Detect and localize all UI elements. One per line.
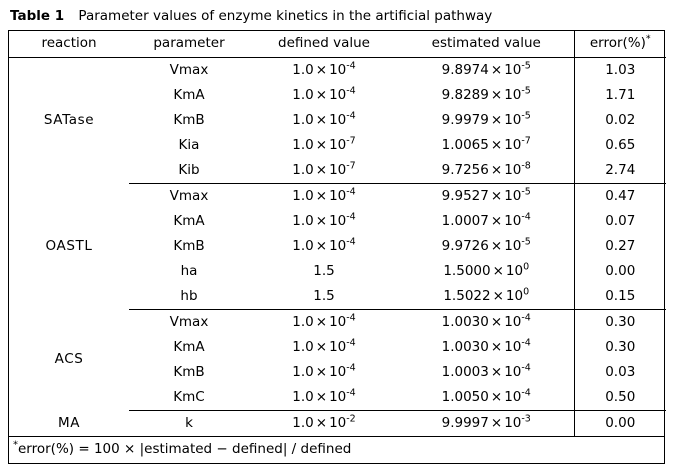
parameter-name: KmC bbox=[129, 385, 249, 411]
defined-value: $1.0 \times 10^{-4}$ bbox=[292, 236, 356, 254]
defined-mantissa: 1.0 bbox=[292, 237, 314, 254]
defined-exponent: -4 bbox=[346, 236, 356, 248]
error-value: 0.00 bbox=[574, 259, 666, 284]
error-value: 0.65 bbox=[574, 133, 666, 158]
estimated-exponent: -5 bbox=[521, 85, 531, 97]
parameter-name: KmB bbox=[173, 111, 205, 128]
parameter-name: Vmax bbox=[169, 61, 209, 78]
defined-exponent: -7 bbox=[346, 160, 356, 172]
reaction-name-satase: SATase bbox=[43, 112, 95, 128]
defined-exponent: -2 bbox=[346, 413, 356, 425]
error-value: 0.15 bbox=[574, 284, 666, 310]
defined-exponent: -4 bbox=[346, 337, 356, 349]
footnote-text: error(%) = 100 × |estimated − defined| / defined bbox=[18, 441, 352, 457]
defined-mantissa: 1.0 bbox=[292, 313, 314, 330]
estimated-value: $1.5000 \times 10^0$ bbox=[443, 261, 530, 279]
parameter-values-table bbox=[9, 31, 666, 436]
estimated-exponent: -4 bbox=[521, 211, 531, 223]
table-body bbox=[9, 58, 666, 437]
error-value: 0.30 bbox=[574, 310, 666, 336]
defined-exponent: -4 bbox=[346, 85, 356, 97]
estimated-exponent: 0 bbox=[523, 261, 530, 273]
defined-mantissa: 1.0 bbox=[292, 187, 314, 204]
defined-mantissa: 1.0 bbox=[292, 338, 314, 355]
defined-mantissa: 1.0 bbox=[292, 388, 314, 405]
times-icon: × bbox=[315, 161, 328, 178]
defined-mantissa: 1.0 bbox=[292, 61, 314, 78]
defined-exponent: -4 bbox=[346, 211, 356, 223]
times-icon: × bbox=[315, 414, 328, 431]
times-icon: × bbox=[315, 61, 328, 78]
estimated-mantissa: 1.0030 bbox=[441, 313, 489, 330]
estimated-value: $9.7256 \times 10^{-8}$ bbox=[399, 158, 574, 184]
times-icon: × bbox=[315, 111, 328, 128]
table-head bbox=[9, 31, 666, 58]
defined-exponent: -4 bbox=[346, 387, 356, 399]
defined-value: $1.0 \times 10^{-4}$ bbox=[292, 211, 356, 229]
times-icon: × bbox=[315, 86, 328, 103]
column-header-error-label: error(%) bbox=[589, 35, 646, 52]
column-header-reaction: reaction bbox=[9, 31, 129, 58]
estimated-exponent: -8 bbox=[521, 160, 531, 172]
times-icon: × bbox=[490, 313, 503, 330]
defined-mantissa: 1.0 bbox=[292, 212, 314, 229]
times-icon: × bbox=[490, 61, 503, 78]
times-icon: × bbox=[490, 237, 503, 254]
column-header-parameter: parameter bbox=[129, 31, 249, 58]
estimated-exponent: -5 bbox=[521, 60, 531, 72]
times-icon: × bbox=[490, 212, 503, 229]
defined-value: $1.0 \times 10^{-7}$ bbox=[249, 158, 399, 184]
estimated-mantissa: 9.9979 bbox=[441, 111, 489, 128]
reaction-name-acs: ACS bbox=[54, 351, 84, 368]
estimated-exponent: -5 bbox=[521, 110, 531, 122]
column-header-estimated-value: estimated value bbox=[399, 31, 574, 58]
defined-exponent: -7 bbox=[346, 135, 356, 147]
estimated-value: $1.0007 \times 10^{-4}$ bbox=[441, 211, 531, 229]
defined-value: $1.0 \times 10^{-2}$ bbox=[292, 413, 356, 431]
defined-exponent: -4 bbox=[346, 60, 356, 72]
defined-value: $1.0 \times 10^{-4}$ bbox=[292, 85, 356, 103]
parameter-name: Kia bbox=[178, 136, 200, 153]
estimated-exponent: -5 bbox=[521, 236, 531, 248]
estimated-mantissa: 1.5022 bbox=[443, 287, 491, 304]
error-value: 0.07 bbox=[574, 209, 666, 234]
defined-mantissa: 1.0 bbox=[292, 111, 314, 128]
caption-text: Parameter values of enzyme kinetics in the artificial pathway bbox=[78, 8, 493, 24]
times-icon: × bbox=[315, 388, 328, 405]
error-value: 0.03 bbox=[574, 360, 666, 385]
estimated-value: $9.8974 \times 10^{-5}$ bbox=[441, 60, 531, 78]
times-icon: × bbox=[315, 212, 328, 229]
estimated-mantissa: 9.9997 bbox=[441, 414, 489, 431]
parameter-name: hb bbox=[129, 284, 249, 310]
estimated-value: $1.5022 \times 10^0$ bbox=[399, 284, 574, 310]
error-value: 0.50 bbox=[574, 385, 666, 411]
times-icon: × bbox=[490, 338, 503, 355]
defined-value: $1.0 \times 10^{-4}$ bbox=[292, 337, 356, 355]
defined-mantissa: 1.0 bbox=[292, 161, 314, 178]
parameter-name: ha bbox=[180, 262, 198, 279]
times-icon: × bbox=[490, 414, 503, 431]
error-value: 2.74 bbox=[574, 158, 666, 184]
estimated-exponent: 0 bbox=[523, 286, 530, 298]
estimated-mantissa: 9.8289 bbox=[441, 86, 489, 103]
parameter-name: KmB bbox=[173, 363, 205, 380]
estimated-exponent: -4 bbox=[521, 387, 531, 399]
defined-exponent: -4 bbox=[346, 362, 356, 374]
error-value: 0.27 bbox=[574, 234, 666, 259]
defined-mantissa: 1.0 bbox=[292, 86, 314, 103]
defined-mantissa: 1.0 bbox=[292, 414, 314, 431]
times-icon: × bbox=[315, 363, 328, 380]
estimated-value: $9.9527 \times 10^{-5}$ bbox=[441, 186, 531, 204]
table-header-row bbox=[9, 31, 666, 58]
reaction-name-oastl: OASTL bbox=[45, 237, 93, 254]
parameter-name: KmB bbox=[173, 237, 205, 254]
estimated-mantissa: 9.9726 bbox=[441, 237, 489, 254]
column-header-defined-value: defined value bbox=[249, 31, 399, 58]
estimated-mantissa: 1.0003 bbox=[441, 363, 489, 380]
estimated-exponent: -3 bbox=[521, 413, 531, 425]
times-icon: × bbox=[490, 111, 503, 128]
error-value: 0.00 bbox=[574, 411, 666, 437]
times-icon: × bbox=[315, 136, 328, 153]
estimated-value: $9.8289 \times 10^{-5}$ bbox=[441, 85, 531, 103]
times-icon: × bbox=[490, 363, 503, 380]
parameter-name: KmA bbox=[173, 338, 205, 355]
defined-exponent: -4 bbox=[346, 110, 356, 122]
parameter-name: Vmax bbox=[169, 187, 209, 204]
error-value: 1.03 bbox=[574, 58, 666, 84]
error-value: 1.71 bbox=[574, 83, 666, 108]
error-value: 0.02 bbox=[574, 108, 666, 133]
footnote-marker: * bbox=[13, 439, 18, 451]
defined-value: $1.0 \times 10^{-4}$ bbox=[249, 385, 399, 411]
estimated-mantissa: 1.0030 bbox=[441, 338, 489, 355]
error-value: 0.30 bbox=[574, 335, 666, 360]
estimated-value: $1.0050 \times 10^{-4}$ bbox=[399, 385, 574, 411]
table-row bbox=[9, 58, 666, 84]
caption-label: Table 1 bbox=[10, 8, 65, 24]
estimated-value: $1.0065 \times 10^{-7}$ bbox=[441, 135, 531, 153]
defined-value: $1.0 \times 10^{-4}$ bbox=[292, 312, 356, 330]
estimated-exponent: -4 bbox=[521, 362, 531, 374]
estimated-mantissa: 9.8974 bbox=[441, 61, 489, 78]
table-row bbox=[9, 411, 666, 437]
defined-exponent: -4 bbox=[346, 186, 356, 198]
times-icon: × bbox=[315, 187, 328, 204]
estimated-exponent: -7 bbox=[521, 135, 531, 147]
estimated-value: $1.0030 \times 10^{-4}$ bbox=[441, 312, 531, 330]
defined-mantissa: 1.0 bbox=[292, 136, 314, 153]
times-icon: × bbox=[492, 262, 504, 279]
defined-value: $1.0 \times 10^{-7}$ bbox=[292, 135, 356, 153]
reaction-name-ma: MA bbox=[57, 414, 81, 431]
estimated-exponent: -5 bbox=[521, 186, 531, 198]
times-icon: × bbox=[492, 287, 504, 304]
estimated-mantissa: 9.7256 bbox=[441, 161, 489, 178]
estimated-value: $9.9726 \times 10^{-5}$ bbox=[441, 236, 531, 254]
defined-value: $1.0 \times 10^{-4}$ bbox=[292, 362, 356, 380]
parameter-name: Kib bbox=[129, 158, 249, 184]
times-icon: × bbox=[490, 86, 503, 103]
estimated-exponent: -4 bbox=[521, 312, 531, 324]
defined-value: 1.5 bbox=[249, 284, 399, 310]
parameter-name: KmA bbox=[173, 212, 205, 229]
times-icon: × bbox=[315, 237, 328, 254]
table-caption bbox=[8, 6, 665, 30]
estimated-value: $9.9997 \times 10^{-3}$ bbox=[441, 413, 531, 431]
table-row bbox=[9, 184, 666, 210]
times-icon: × bbox=[315, 313, 328, 330]
times-icon: × bbox=[490, 136, 503, 153]
defined-value: 1.5 bbox=[313, 262, 335, 279]
defined-mantissa: 1.0 bbox=[292, 363, 314, 380]
estimated-mantissa: 1.5000 bbox=[443, 262, 491, 279]
column-header-error bbox=[574, 31, 666, 58]
defined-exponent: -4 bbox=[346, 312, 356, 324]
error-value: 0.47 bbox=[574, 184, 666, 210]
estimated-value: $1.0003 \times 10^{-4}$ bbox=[441, 362, 531, 380]
defined-value: $1.0 \times 10^{-4}$ bbox=[292, 186, 356, 204]
footnote-container bbox=[8, 436, 665, 464]
estimated-value: $9.9979 \times 10^{-5}$ bbox=[441, 110, 531, 128]
parameter-name: Vmax bbox=[169, 313, 209, 330]
times-icon: × bbox=[490, 187, 503, 204]
defined-value: $1.0 \times 10^{-4}$ bbox=[292, 110, 356, 128]
table-row bbox=[9, 310, 666, 336]
estimated-mantissa: 9.9527 bbox=[441, 187, 489, 204]
estimated-mantissa: 1.0007 bbox=[441, 212, 489, 229]
estimated-mantissa: 1.0050 bbox=[441, 388, 489, 405]
estimated-value: $1.0030 \times 10^{-4}$ bbox=[441, 337, 531, 355]
estimated-mantissa: 1.0065 bbox=[441, 136, 489, 153]
table-container bbox=[8, 30, 665, 436]
error-header-marker: * bbox=[645, 33, 651, 45]
times-icon: × bbox=[490, 388, 503, 405]
defined-value: $1.0 \times 10^{-4}$ bbox=[292, 60, 356, 78]
parameter-name: k bbox=[185, 414, 193, 431]
times-icon: × bbox=[315, 338, 328, 355]
estimated-exponent: -4 bbox=[521, 337, 531, 349]
times-icon: × bbox=[490, 161, 503, 178]
table-footnote bbox=[9, 437, 664, 457]
parameter-name: KmA bbox=[173, 86, 205, 103]
